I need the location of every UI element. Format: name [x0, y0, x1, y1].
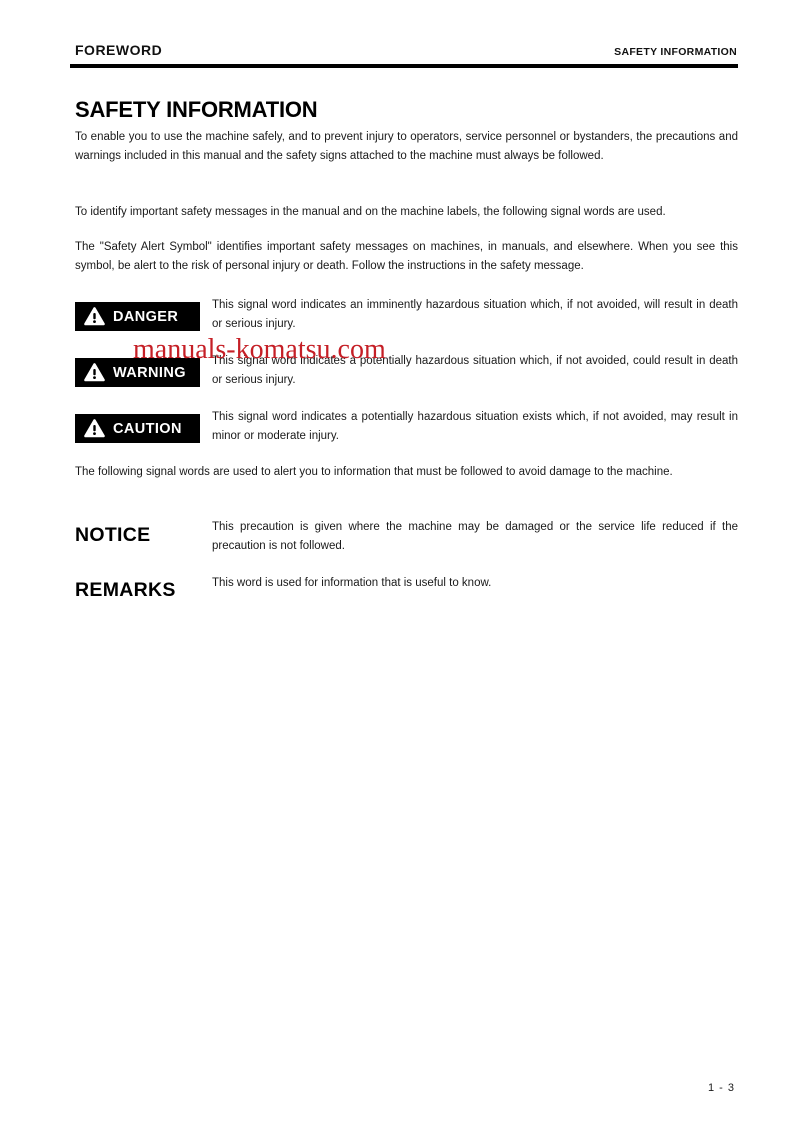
- notice-description: This precaution is given where the machine may be damaged or the service life reduced if the precaution is not followed.: [212, 521, 738, 553]
- danger-signal-box: [75, 302, 200, 331]
- danger-signal-label: DANGER: [113, 308, 179, 325]
- header-chapter-title: SAFETY INFORMATION: [614, 46, 737, 58]
- notice-label: NOTICE: [75, 524, 151, 546]
- warning-signal-label: WARNING: [113, 364, 186, 381]
- remarks-label: REMARKS: [75, 579, 176, 601]
- paragraph-identify: To identify important safety messages in the manual and on the machine labels, the following signal words are used.: [75, 206, 666, 218]
- page-number: 1 - 3: [707, 1082, 735, 1094]
- paragraph-alert-symbol: The "Safety Alert Symbol" identifies important safety messages on machines, in manuals, and elsewhere. When you see this symbol, be alert to the risk of personal injury or death. Follow the instructions in the safety message.: [75, 241, 738, 273]
- caution-signal-label: CAUTION: [113, 420, 182, 437]
- page-title: SAFETY INFORMATION: [75, 97, 318, 122]
- safety-alert-triangle-icon: [84, 307, 105, 326]
- safety-alert-triangle-icon: [84, 363, 105, 382]
- header-rule: [70, 64, 738, 68]
- watermark: manuals-komatsu.com: [133, 334, 386, 365]
- header-section-title: FOREWORD: [75, 42, 163, 58]
- paragraph-intro: To enable you to use the machine safely, and to prevent injury to operators, service personnel or bystanders, the precautions and warnings included in this manual and the safety signs attached to the machine must always be followed.: [75, 131, 738, 163]
- safety-alert-triangle-icon: [84, 419, 105, 438]
- caution-signal-box: [75, 414, 200, 443]
- warning-signal-description: This signal word indicates a potentially hazardous situation which, if not avoided, could result in death or serious injury.: [212, 355, 738, 387]
- caution-signal-description: This signal word indicates a potentially hazardous situation exists which, if not avoided, may result in minor or moderate injury.: [212, 411, 738, 443]
- remarks-description: This word is used for information that is useful to know.: [212, 577, 492, 589]
- paragraph-following-signal-words: The following signal words are used to alert you to information that must be followed to avoid damage to the machine.: [75, 466, 673, 478]
- danger-signal-description: This signal word indicates an imminently hazardous situation which, if not avoided, will result in death or serious injury.: [212, 299, 738, 331]
